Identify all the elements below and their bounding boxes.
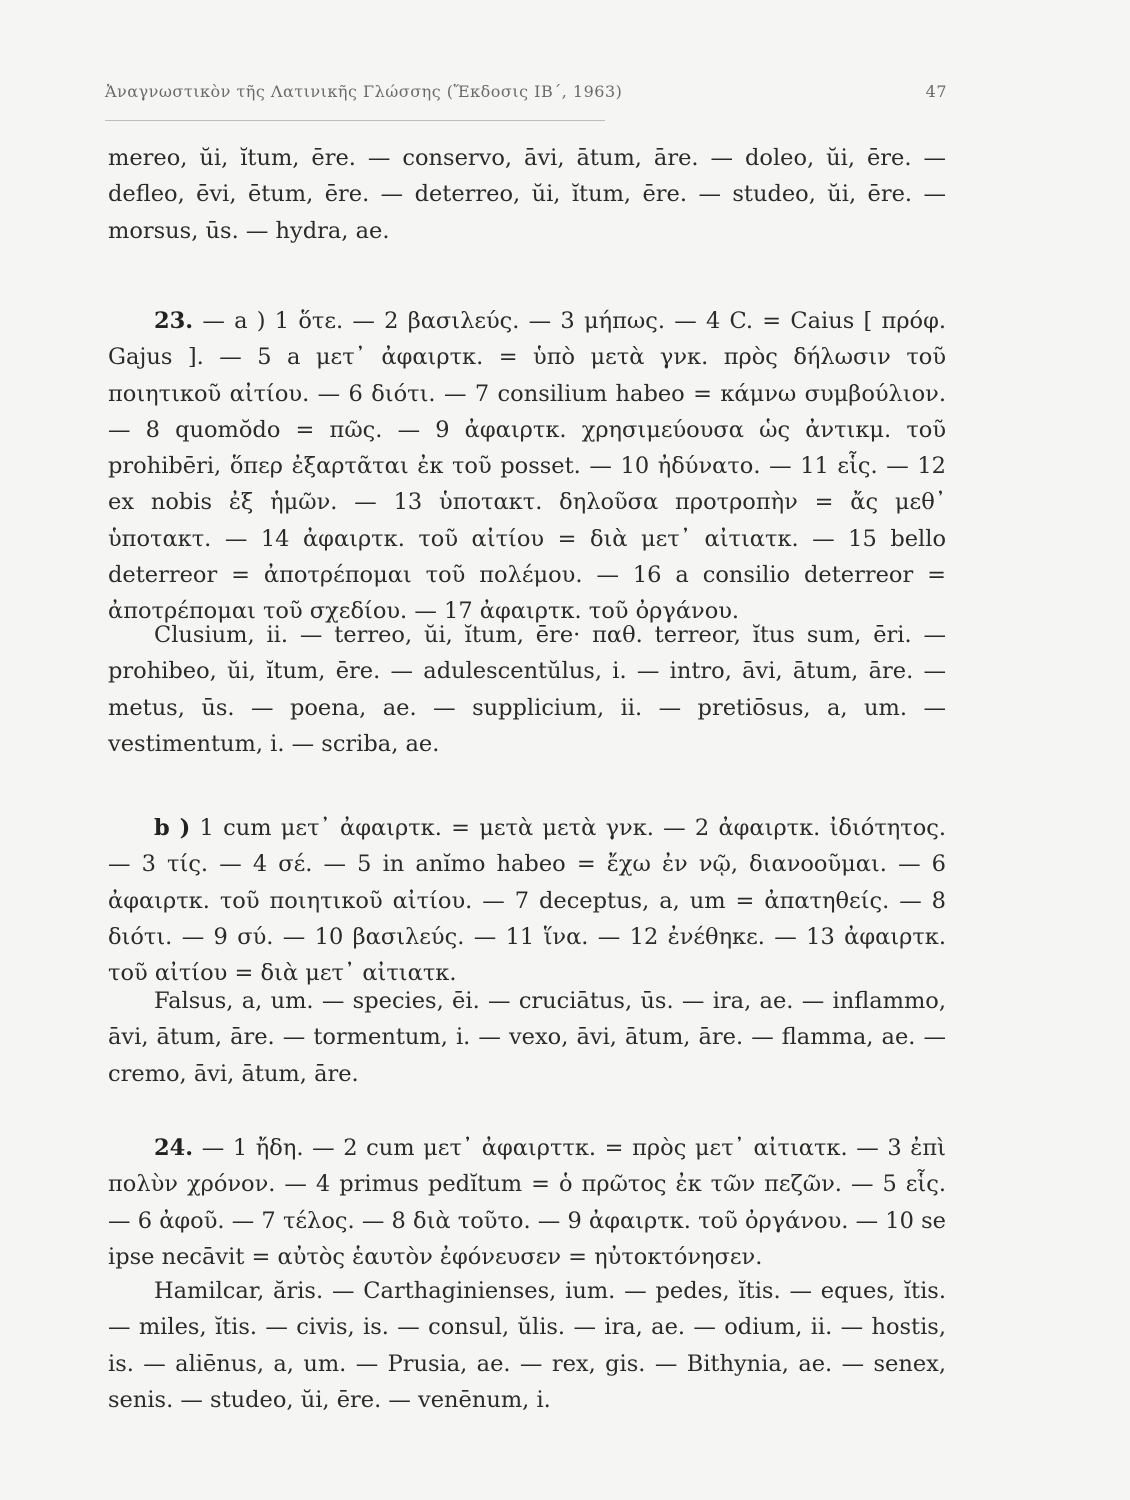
paragraph-text: Hamilcar, ăris. — Carthaginienses, ium. — pedes, ĭtis. — eques, ĭtis. — miles, ĭtis. — civis, is. — consul, ŭlis. — ira, ae. — odium, ii. — hostis, is. — aliēnus, a, um. — Prusia, ae. — rex, gis. — Bithynia, ae. — senex, senis. — studeo, ŭi, ēre. — venēnum, i.	[108, 1278, 946, 1413]
paragraph-text: mereo, ŭi, ĭtum, ēre. — conservo, āvi, ātum, āre. — doleo, ŭi, ēre. — defleo, ēvi, ētum, ēre. — deterreo, ŭi, ĭtum, ēre. — studeo, ŭi, ēre. — morsus, ūs. — hydra, ae.	[108, 145, 946, 244]
notes-paragraph-23a	[108, 303, 946, 630]
paragraph-text: — 1 ἤδη. — 2 cum μετ᾽ ἀφαιρττκ. = πρὸς μετ᾽ αἰτιατκ. — 3 ἐπὶ πολὺν χρόνον. — 4 primus pedĭtum = ὁ πρῶτος ἐκ τῶν πεζῶν. — 5 εἷς. — 6 ἀφοῦ. — 7 τέλος. — 8 διὰ τοῦτο. — 9 ἀφαιρτκ. τοῦ ὀργάνου. — 10 se ipse necāvit = αὐτὸς ἑαυτὸν ἐφόνευσεν = ηὐτοκτόνησεν.	[108, 1135, 946, 1270]
vocab-paragraph-4	[108, 1273, 946, 1418]
section-label: 23.	[154, 308, 194, 334]
paragraph-text: Falsus, a, um. — species, ēi. — cruciātus, ūs. — ira, ae. — inflammo, āvi, ātum, āre. — tormentum, i. — vexo, āvi, ātum, āre. — flamma, ae. — cremo, āvi, ātum, āre.	[108, 988, 946, 1087]
notes-paragraph-23b	[108, 810, 946, 991]
paragraph-text: Clusium, ii. — terreo, ŭi, ĭtum, ēre· παθ. terreor, ĭtus sum, ēri. — prohibeo, ŭi, ĭtum, ēre. — adulescentŭlus, i. — intro, āvi, ātum, āre. — metus, ūs. — poena, ae. — supplicium, ii. — pretiōsus, a, um. — vestimentum, i. — scriba, ae.	[108, 622, 946, 757]
vocab-paragraph-3	[108, 983, 946, 1092]
vocab-paragraph-2	[108, 617, 946, 762]
running-header	[105, 76, 947, 106]
notes-paragraph-24	[108, 1130, 946, 1275]
header-rule	[105, 120, 605, 121]
page-number: 47	[925, 82, 947, 101]
paragraph-text: — a ) 1 ὅτε. — 2 βασιλεύς. — 3 μήπως. — 4 C. = Caius [ πρόφ. Gajus ]. — 5 a μετ᾽ ἀφαιρτκ. = ὑπὸ μετὰ γνκ. πρὸς δήλωσιν τοῦ ποιητικοῦ αἰτίου. — 6 διότι. — 7 consilium habeo = κάμνω συμβούλιον. — 8 quomŏdo = πῶς. — 9 ἀφαιρτκ. χρησιμεύουσα ὡς ἀντικμ. τοῦ prohibēri, ὅπερ ἐξαρτᾶται ἐκ τοῦ posset. — 10 ἠδύνατο. — 11 εἷς. — 12 ex nobis ἐξ ἡμῶν. — 13 ὑποτακτ. δηλοῦσα προτροπὴν = ἄς μεθ᾽ ὑποτακτ. — 14 ἀφαιρτκ. τοῦ αἰτίου = διὰ μετ᾽ αἰτιατκ. — 15 bello deterreor = ἀποτρέπομαι τοῦ πολέμου. — 16 a consilio deterreor = ἀποτρέπομαι τοῦ σχεδίου. — 17 ἀφαιρτκ. τοῦ ὀργάνου.	[108, 308, 946, 625]
section-label: b )	[154, 815, 191, 841]
paragraph-text: 1 cum μετ᾽ ἀφαιρτκ. = μετὰ μετὰ γνκ. — 2 ἀφαιρτκ. ἰδιότητος. — 3 τίς. — 4 σέ. — 5 in anĭmo habeo = ἔχω ἐν νῷ, διανοοῦμαι. — 6 ἀφαιρτκ. τοῦ ποιητικοῦ αἰτίου. — 7 deceptus, a, um = ἀπατηθείς. — 8 διότι. — 9 σύ. — 10 βασιλεύς. — 11 ἵνα. — 12 ἐνέθηκε. — 13 ἀφαιρτκ. τοῦ αἰτίου = διὰ μετ᾽ αἰτιατκ.	[108, 815, 946, 987]
vocab-paragraph-1	[108, 140, 946, 249]
section-label: 24.	[154, 1135, 194, 1161]
running-title: Ἀναγνωστικὸν τῆς Λατινικῆς Γλώσσης (Ἔκδοσις ΙΒ΄, 1963)	[105, 82, 623, 101]
